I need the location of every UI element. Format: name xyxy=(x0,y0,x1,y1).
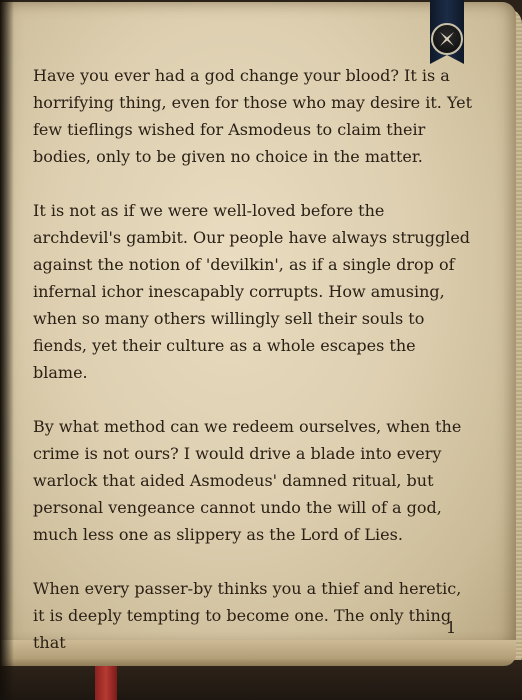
book-text xyxy=(33,62,473,683)
paragraph-4: When every passer-by thinks you a thief and heretic, it is deeply tempting to become one. The only thing that xyxy=(33,579,462,652)
paragraph-1: Have you ever had a god change your blood? It is a horrifying thing, even for those who may desire it. Yet few tieflings wished for Asmodeus to claim their bodies, only to be given no choice in the matter. xyxy=(33,66,473,166)
paragraph-2: It is not as if we were well-loved before the archdevil's gambit. Our people have always struggled against the notion of 'devilkin', as if a single drop of infernal ichor inescapably corrupts. How amusing, when so many others willingly sell their souls to fiends, yet their culture as a whole escapes the blame. xyxy=(33,201,471,382)
paragraph-3: By what method can we redeem ourselves, when the crime is not ours? I would drive a blade into every warlock that aided Asmodeus' damned ritual, but personal vengeance cannot undo the will of a god, much less one as slippery as the Lord of Lies. xyxy=(33,417,462,544)
close-x-icon xyxy=(437,29,457,49)
spine-shadow xyxy=(0,0,14,700)
close-button[interactable] xyxy=(431,23,463,55)
page-number: 1 xyxy=(446,618,457,637)
